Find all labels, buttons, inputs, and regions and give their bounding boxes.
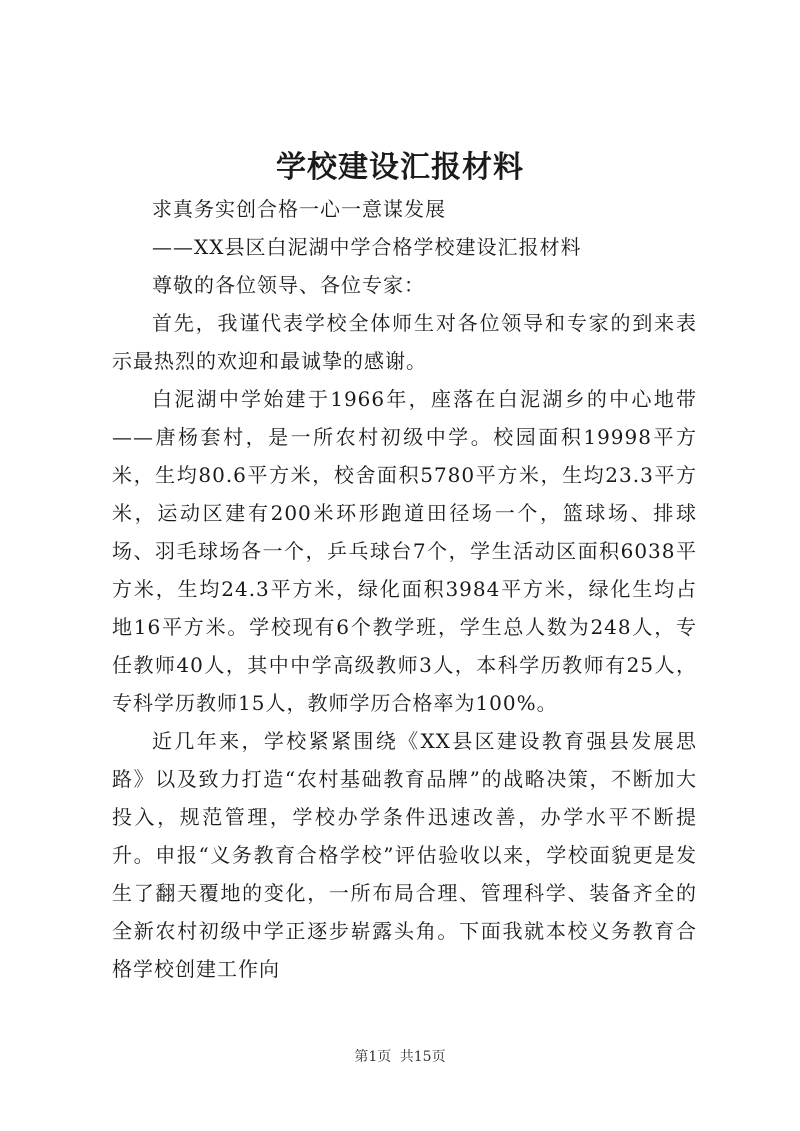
page-number: 第1页 xyxy=(354,1049,392,1065)
paragraph-intro: 首先，我谨代表学校全体师生对各位领导和专家的到来表示最热烈的欢迎和最诚挚的感谢。 xyxy=(112,311,697,373)
subtitle: 求真务实创合格一心一意谋发展 xyxy=(152,197,446,221)
sub-subtitle: ——XX县区白泥湖中学合格学校建设汇报材料 xyxy=(152,235,582,259)
paragraph-development: 近几年来，学校紧紧围绕《XX县区建设教育强县发展思路》以及致力打造“农村基础教育品牌”的战略决策，不断加大投入，规范管理，学校办学条件迅速改善，办学水平不断提升。申报“义务教育合格学校”评估验收以来，学校面貌更是发生了翻天覆地的变化，一所布局合理、管理科学、装备齐全的全新农村初级中学正逐步崭露头角。下面我就本校义务教育合格学校创建工作向 xyxy=(112,729,697,981)
page-footer xyxy=(0,1046,800,1066)
paragraph-school-profile: 白泥湖中学始建于1966年，座落在白泥湖乡的中心地带——唐杨套村，是一所农村初级中学。校园面积19998平方米，生均80.6平方米，校舍面积5780平方米，生均23.3平方米，运动区建有200米环形跑道田径场一个，篮球场、排球场、羽毛球场各一个，乒乓球台7个，学生活动区面积6038平方米，生均24.3平方米，绿化面积3984平方米，绿化生均占地16平方米。学校现有6个教学班，学生总人数为248人，专任教师40人，其中中学高级教师3人，本科学历教师有25人，专科学历教师15人，教师学历合格率为100%。 xyxy=(112,387,697,715)
document-title: 学校建设汇报材料 xyxy=(276,150,524,185)
document-body xyxy=(112,190,697,988)
salutation: 尊敬的各位领导、各位专家： xyxy=(152,273,425,297)
page-total: 共15页 xyxy=(399,1049,446,1065)
